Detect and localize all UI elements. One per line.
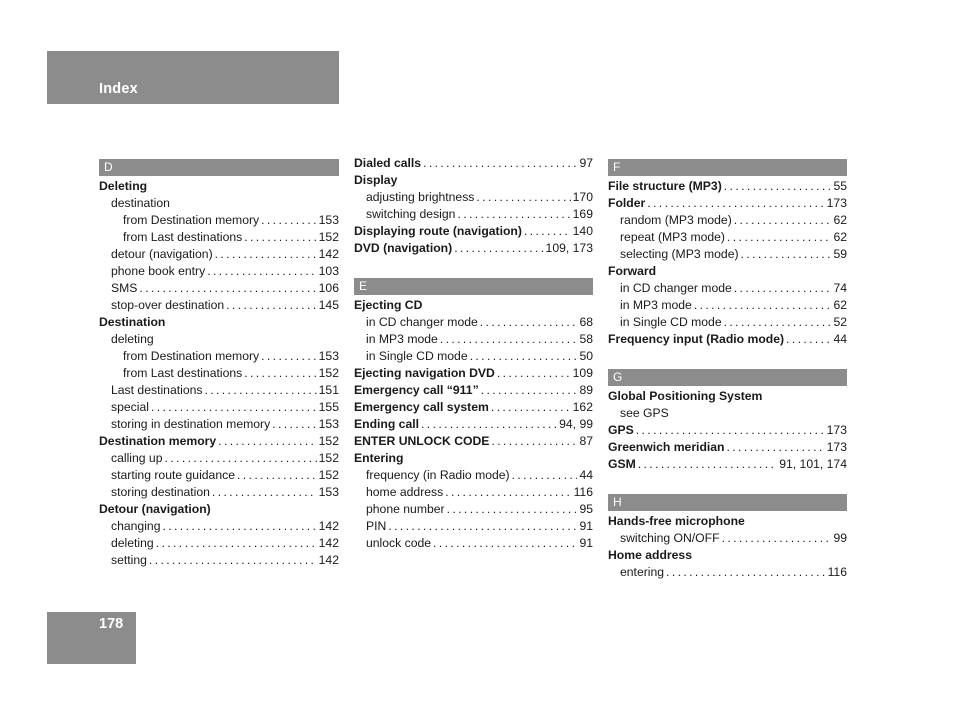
- index-entry: [354, 484, 593, 501]
- index-entry: [99, 416, 339, 433]
- dot-leader: [524, 223, 571, 240]
- page-reference: 55: [833, 179, 847, 193]
- dot-leader: [445, 484, 571, 501]
- page-reference: 91, 101, 174: [779, 457, 847, 471]
- dot-leader: [497, 365, 571, 382]
- page-reference: 142: [318, 536, 339, 550]
- index-entry: [354, 223, 593, 240]
- index-term: random (MP3 mode): [620, 213, 732, 227]
- page-reference: 173: [826, 423, 847, 437]
- index-term: in Single CD mode: [366, 349, 468, 363]
- dot-leader: [636, 422, 825, 439]
- page-reference: 151: [318, 383, 339, 397]
- index-term: selecting (MP3 mode): [620, 247, 739, 261]
- index-entry: [608, 513, 847, 530]
- index-term: calling up: [111, 451, 163, 465]
- page-title: Index: [99, 81, 138, 97]
- index-term: Last destinations: [111, 383, 203, 397]
- page-reference: 173: [826, 196, 847, 210]
- dot-leader: [694, 297, 832, 314]
- index-term: in CD changer mode: [366, 315, 478, 329]
- index-entry: [608, 456, 847, 473]
- section-spacer: [608, 348, 847, 365]
- dot-leader: [734, 212, 832, 229]
- index-column-1: [99, 155, 339, 569]
- dot-leader: [204, 382, 316, 399]
- index-term: storing destination: [111, 485, 210, 499]
- section-spacer: [354, 257, 593, 274]
- page-reference: 94, 99: [559, 417, 593, 431]
- index-term: detour (navigation): [111, 247, 213, 261]
- index-entry: [99, 280, 339, 297]
- index-section: [99, 159, 339, 569]
- index-section: [354, 257, 593, 552]
- page-reference: 95: [579, 502, 593, 516]
- page-number: 178: [99, 616, 124, 632]
- index-term: changing: [111, 519, 161, 533]
- index-term: stop-over destination: [111, 298, 225, 312]
- index-section: [608, 473, 847, 581]
- index-term: Ejecting CD: [354, 298, 423, 312]
- index-term: adjusting brightness: [366, 190, 475, 204]
- index-entry: [608, 280, 847, 297]
- page-reference: 152: [318, 451, 339, 465]
- index-entry: [354, 416, 593, 433]
- index-section: [608, 159, 847, 348]
- page-reference: 91: [579, 519, 593, 533]
- index-entry: [354, 365, 593, 382]
- index-entry: [354, 467, 593, 484]
- page-reference: 59: [833, 247, 847, 261]
- index-entry: [354, 240, 593, 257]
- index-term: Deleting: [99, 179, 148, 193]
- index-term: switching design: [366, 207, 456, 221]
- index-entry: [608, 439, 847, 456]
- page-reference: 106: [318, 281, 339, 295]
- page-reference: 58: [579, 332, 593, 346]
- page-reference: 62: [833, 230, 847, 244]
- index-term: Ending call: [354, 417, 420, 431]
- dot-leader: [481, 382, 578, 399]
- index-entry: [99, 331, 339, 348]
- dot-leader: [724, 314, 832, 331]
- page-reference: 155: [318, 400, 339, 414]
- dot-leader: [149, 552, 317, 569]
- dot-leader: [647, 195, 824, 212]
- index-term: special: [111, 400, 149, 414]
- index-entry: [354, 433, 593, 450]
- page-reference: 152: [318, 434, 339, 448]
- page-reference: 116: [573, 485, 593, 499]
- index-term: Emergency call system: [354, 400, 489, 414]
- index-entry: [608, 195, 847, 212]
- index-entry: [354, 189, 593, 206]
- dot-leader: [237, 467, 317, 484]
- index-entry: [354, 314, 593, 331]
- index-entry: [99, 314, 339, 331]
- dot-leader: [447, 501, 578, 518]
- dot-leader: [512, 467, 578, 484]
- page-reference: 87: [579, 434, 593, 448]
- index-term: deleting: [111, 536, 154, 550]
- index-entry: [99, 229, 339, 246]
- section-spacer: [608, 473, 847, 490]
- index-entry: [608, 297, 847, 314]
- page-reference: 140: [572, 224, 593, 238]
- page-reference: 109: [572, 366, 593, 380]
- index-entry: [354, 297, 593, 314]
- page-reference: 74: [833, 281, 847, 295]
- index-entry: [99, 178, 339, 195]
- index-term: starting route guidance: [111, 468, 235, 482]
- index-entry: [99, 501, 339, 518]
- index-entry: [354, 382, 593, 399]
- index-entry: [99, 399, 339, 416]
- index-entry: [354, 399, 593, 416]
- index-entry: [354, 331, 593, 348]
- page-reference: 169: [572, 207, 593, 221]
- index-entry: [354, 206, 593, 223]
- index-entry: [608, 314, 847, 331]
- dot-leader: [423, 155, 577, 172]
- index-entry: [354, 518, 593, 535]
- dot-leader: [388, 518, 577, 535]
- dot-leader: [433, 535, 577, 552]
- index-term: deleting: [111, 332, 154, 346]
- index-term: PIN: [366, 519, 387, 533]
- index-term: Detour (navigation): [99, 502, 211, 516]
- index-entry: [354, 501, 593, 518]
- page-number-tab: [47, 612, 136, 664]
- dot-leader: [218, 433, 316, 450]
- index-term: in CD changer mode: [620, 281, 732, 295]
- dot-leader: [421, 416, 557, 433]
- index-term: destination: [111, 196, 170, 210]
- index-entry: [99, 365, 339, 382]
- page-reference: 153: [318, 213, 339, 227]
- header-bar: [47, 51, 339, 104]
- dot-leader: [741, 246, 832, 263]
- dot-leader: [638, 456, 777, 473]
- index-entry: [608, 263, 847, 280]
- index-term: Greenwich meridian: [608, 440, 725, 454]
- page-reference: 142: [318, 247, 339, 261]
- index-entry: [608, 331, 847, 348]
- page-reference: 103: [318, 264, 339, 278]
- page-reference: 68: [579, 315, 593, 329]
- page-reference: 99: [833, 531, 847, 545]
- dot-leader: [156, 535, 317, 552]
- index-term: SMS: [111, 281, 138, 295]
- dot-leader: [722, 530, 832, 547]
- index-term: Destination memory: [99, 434, 217, 448]
- index-term: storing in destination memory: [111, 417, 271, 431]
- page-reference: 142: [318, 553, 339, 567]
- dot-leader: [724, 178, 832, 195]
- index-entry: [99, 467, 339, 484]
- page-reference: 145: [318, 298, 339, 312]
- index-entry: [99, 212, 339, 229]
- index-entry: [608, 229, 847, 246]
- index-entry: [99, 433, 339, 450]
- index-entry: [99, 518, 339, 535]
- index-term: home address: [366, 485, 444, 499]
- index-term: Entering: [354, 451, 404, 465]
- page-reference: 44: [833, 332, 847, 346]
- index-term: from Destination memory: [123, 349, 260, 363]
- dot-leader: [491, 399, 571, 416]
- index-entry: [354, 450, 593, 467]
- index-entry: [99, 552, 339, 569]
- index-term: from Destination memory: [123, 213, 260, 227]
- index-term: switching ON/OFF: [620, 531, 720, 545]
- index-term: repeat (MP3 mode): [620, 230, 725, 244]
- page-reference: 142: [318, 519, 339, 533]
- index-term: Folder: [608, 196, 646, 210]
- index-term: Ejecting navigation DVD: [354, 366, 495, 380]
- dot-leader: [727, 229, 831, 246]
- index-entry: [608, 530, 847, 547]
- index-term: in MP3 mode: [366, 332, 438, 346]
- page-reference: 153: [318, 349, 339, 363]
- index-term: phone number: [366, 502, 445, 516]
- index-term: Hands-free microphone: [608, 514, 745, 528]
- index-entry: [99, 535, 339, 552]
- page-reference: 116: [827, 565, 847, 579]
- page-reference: 52: [833, 315, 847, 329]
- page-reference: 109, 173: [545, 241, 593, 255]
- dot-leader: [212, 484, 317, 501]
- dot-leader: [151, 399, 317, 416]
- page-reference: 152: [318, 230, 339, 244]
- index-column-2: [354, 155, 593, 552]
- index-entry: [354, 535, 593, 552]
- index-section: [608, 348, 847, 473]
- section-letter-header: D: [99, 159, 339, 176]
- page-reference: 170: [572, 190, 593, 204]
- page-reference: 153: [318, 485, 339, 499]
- index-term: ENTER UNLOCK CODE: [354, 434, 490, 448]
- section-letter-header: H: [608, 494, 847, 511]
- index-entry: [354, 155, 593, 172]
- dot-leader: [162, 518, 316, 535]
- index-term: Forward: [608, 264, 657, 278]
- index-term: Global Positioning System: [608, 389, 763, 403]
- index-term: setting: [111, 553, 147, 567]
- page-reference: 62: [833, 298, 847, 312]
- index-entry: [608, 388, 847, 405]
- index-entry: [608, 246, 847, 263]
- index-term: Emergency call “911”: [354, 383, 479, 397]
- index-section: [354, 155, 593, 257]
- index-term: Destination: [99, 315, 166, 329]
- index-term: DVD (navigation): [354, 241, 453, 255]
- index-entry: [354, 172, 593, 189]
- dot-leader: [226, 297, 317, 314]
- index-term: Dialed calls: [354, 156, 422, 170]
- index-term: Displaying route (navigation): [354, 224, 522, 238]
- dot-leader: [786, 331, 831, 348]
- index-term: GSM: [608, 457, 636, 471]
- index-term: File structure (MP3): [608, 179, 722, 193]
- index-entry: [608, 178, 847, 195]
- index-term: in Single CD mode: [620, 315, 722, 329]
- dot-leader: [727, 439, 825, 456]
- page-reference: 152: [318, 468, 339, 482]
- dot-leader: [734, 280, 832, 297]
- dot-leader: [244, 365, 316, 382]
- dot-leader: [666, 564, 826, 581]
- index-term: in MP3 mode: [620, 298, 692, 312]
- index-term: see GPS: [620, 406, 669, 420]
- page-reference: 153: [318, 417, 339, 431]
- index-term: Frequency input (Radio mode): [608, 332, 785, 346]
- dot-leader: [139, 280, 316, 297]
- index-entry: [354, 348, 593, 365]
- dot-leader: [261, 348, 317, 365]
- index-term: Home address: [608, 548, 692, 562]
- index-term: GPS: [608, 423, 634, 437]
- page-reference: 50: [579, 349, 593, 363]
- dot-leader: [207, 263, 316, 280]
- dot-leader: [261, 212, 317, 229]
- page-reference: 173: [826, 440, 847, 454]
- dot-leader: [215, 246, 317, 263]
- index-entry: [99, 450, 339, 467]
- index-entry: [99, 348, 339, 365]
- index-entry: [99, 195, 339, 212]
- index-entry: [608, 212, 847, 229]
- index-term: phone book entry: [111, 264, 206, 278]
- index-entry: [99, 246, 339, 263]
- index-term: from Last destinations: [123, 230, 243, 244]
- dot-leader: [480, 314, 578, 331]
- index-entry: [99, 484, 339, 501]
- index-term: entering: [620, 565, 665, 579]
- section-letter-header: F: [608, 159, 847, 176]
- dot-leader: [491, 433, 577, 450]
- index-entry: [99, 297, 339, 314]
- page-reference: 44: [579, 468, 593, 482]
- index-entry: [99, 382, 339, 399]
- dot-leader: [470, 348, 578, 365]
- section-letter-header: G: [608, 369, 847, 386]
- index-entry: [608, 564, 847, 581]
- page-reference: 97: [579, 156, 593, 170]
- dot-leader: [272, 416, 316, 433]
- dot-leader: [244, 229, 316, 246]
- index-entry: [608, 405, 847, 422]
- page-reference: 91: [579, 536, 593, 550]
- page-reference: 89: [579, 383, 593, 397]
- index-term: unlock code: [366, 536, 432, 550]
- index-term: Display: [354, 173, 398, 187]
- page-reference: 152: [318, 366, 339, 380]
- page-reference: 162: [572, 400, 593, 414]
- dot-leader: [440, 331, 578, 348]
- index-entry: [608, 547, 847, 564]
- page-reference: 62: [833, 213, 847, 227]
- dot-leader: [476, 189, 570, 206]
- dot-leader: [457, 206, 570, 223]
- index-entry: [608, 422, 847, 439]
- dot-leader: [454, 240, 543, 257]
- index-column-3: [608, 155, 847, 581]
- index-entry: [99, 263, 339, 280]
- index-term: frequency (in Radio mode): [366, 468, 510, 482]
- index-term: from Last destinations: [123, 366, 243, 380]
- dot-leader: [165, 450, 317, 467]
- section-letter-header: E: [354, 278, 593, 295]
